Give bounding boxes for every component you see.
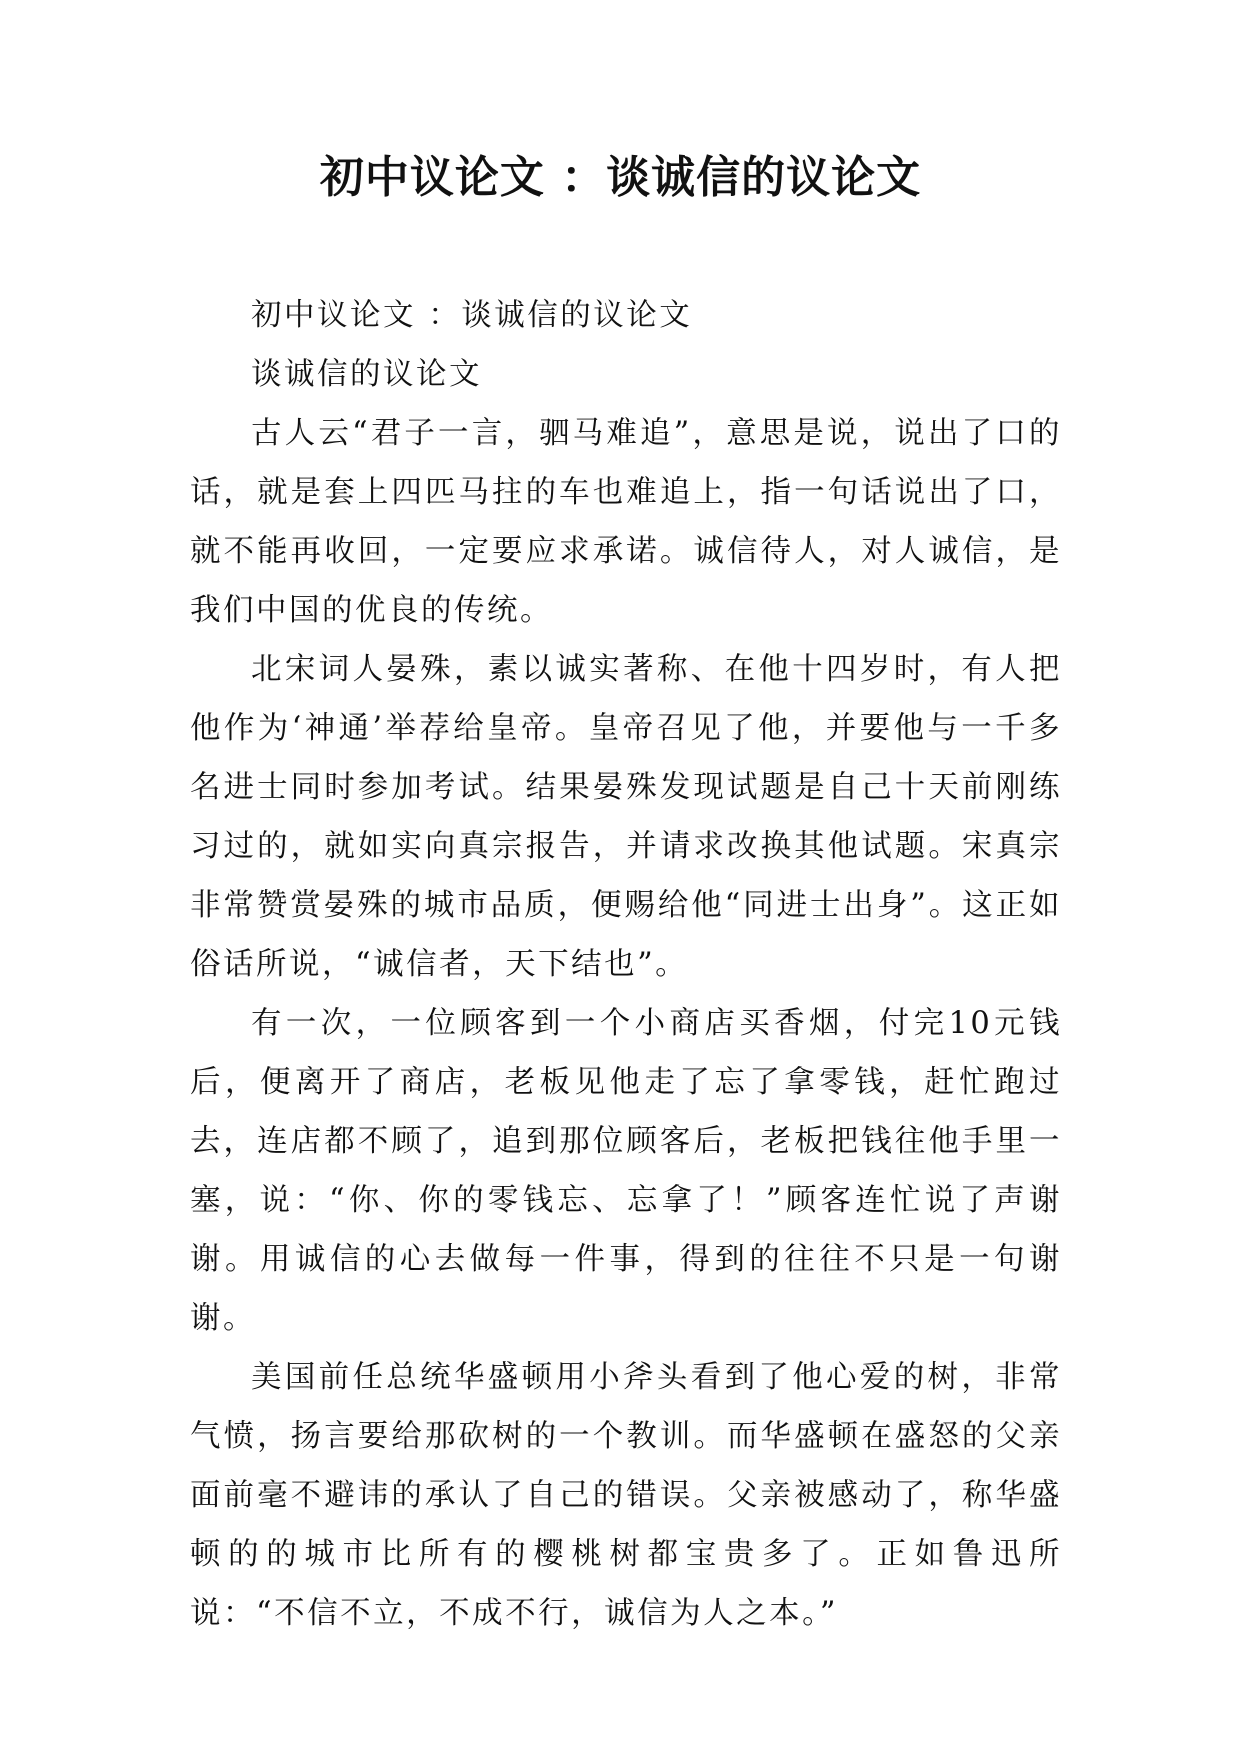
document-title: 初中议论文 ：谈诚信的议论文: [319, 152, 922, 203]
paragraph: 美国前任总统华盛顿用小斧头看到了他心爱的树，非常气愤，扬言要给那砍树的一个教训。而华盛顿在盛怒的父亲面前毫不避讳的承认了自己的错误。父亲被感动了，称华盛顿的的城市比所有的樱桃树都宝贵多了。正如鲁迅所说：“不信不立，不成不行，诚信为人之本。”: [190, 1360, 1062, 1631]
paragraph-heading: 谈诚信的议论文: [251, 357, 482, 392]
paragraph-subtitle: 初中议论文 ：谈诚信的议论文: [251, 298, 693, 333]
paragraph: 北宋词人晏殊，素以诚实著称、在他十四岁时，有人把他作为‘神通’举荐给皇帝。皇帝召见了他，并要他与一千多名进士同时参加考试。结果晏殊发现试题是自己十天前刚练习过的，就如实向真宗报告，并请求改换其他试题。宋真宗非常赞赏晏殊的城市品质，便赐给他“同进士出身”。这正如俗话所说，“诚信者，天下结也”。: [190, 652, 1062, 982]
paragraph: 有一次，一位顾客到一个小商店买香烟，付完10元钱后，便离开了商店，老板见他走了忘了拿零钱，赶忙跑过去，连店都不顾了，追到那位顾客后，老板把钱往他手里一塞，说：“你、你的零钱忘、忘拿了！”顾客连忙说了声谢谢。用诚信的心去做每一件事，得到的往往不只是一句谢谢。: [190, 1006, 1062, 1336]
paragraph: 古人云“君子一言，驷马难追”，意思是说，说出了口的话，就是套上四匹马拄的车也难追上，指一句话说出了口，就不能再收回，一定要应求承诺。诚信待人，对人诚信，是我们中国的优良的传统。: [190, 416, 1062, 628]
document-body: [190, 286, 1062, 1643]
